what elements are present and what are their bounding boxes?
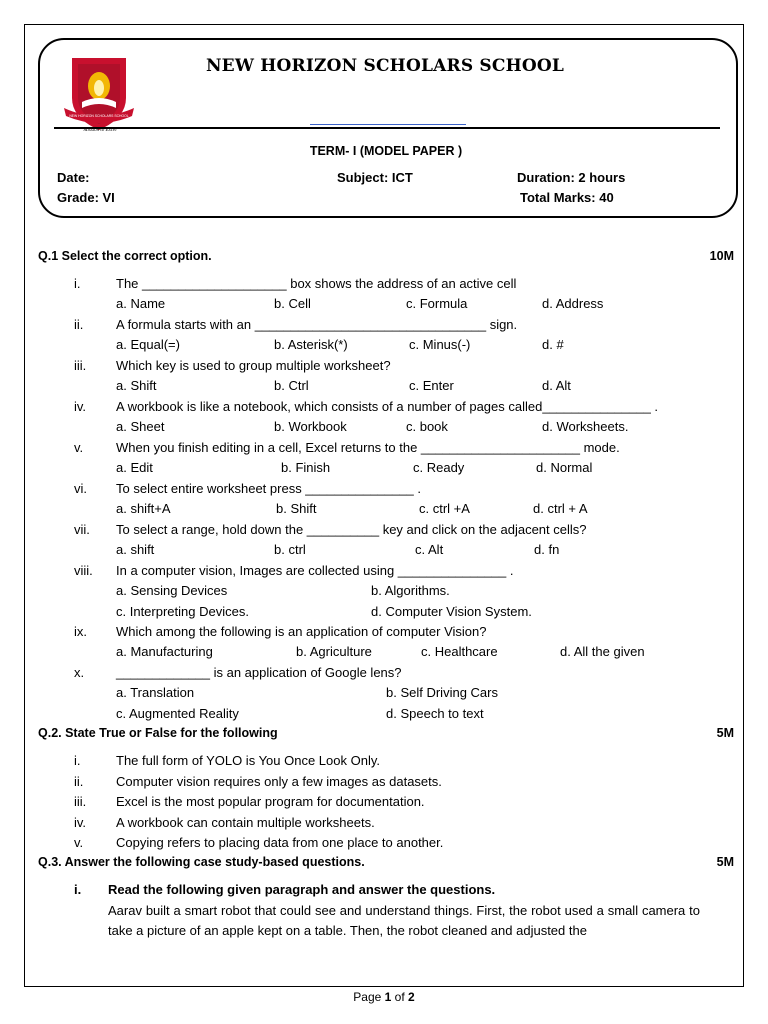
- q1-item-question: A formula starts with an ________________________________ sign.: [116, 317, 518, 332]
- q2-item-statement: Excel is the most popular program for documentation.: [116, 794, 425, 809]
- q1-option: c. Interpreting Devices.: [116, 604, 249, 619]
- q1-option: b. Cell: [274, 296, 311, 311]
- q2-item-number: iii.: [74, 794, 87, 809]
- q2-marks: 5M: [716, 726, 734, 740]
- q1-option: d. ctrl + A: [533, 501, 588, 516]
- q2-item-statement: The full form of YOLO is You Once Look Only.: [116, 753, 380, 768]
- q3-marks: 5M: [716, 855, 734, 869]
- q1-option: b. Finish: [281, 460, 331, 475]
- q1-item-question: When you finish editing in a cell, Excel returns to the ______________________ mode.: [116, 440, 620, 455]
- q1-option: a. Equal(=): [116, 337, 180, 352]
- q1-item-number: iv.: [74, 399, 87, 414]
- q1-option: b. Asterisk(*): [274, 337, 348, 352]
- q1-item-number: ii.: [74, 317, 84, 332]
- q3-sub-num: i.: [74, 882, 82, 897]
- q1-item-question: To select a range, hold down the __________ key and click on the adjacent cells?: [116, 522, 587, 537]
- q1-option: c. Alt: [415, 542, 444, 557]
- logo-banner-text: NEW HORIZON SCHOLARS SCHOOL: [69, 114, 129, 118]
- q1-option: d. Alt: [542, 378, 571, 393]
- blue-underline: [310, 124, 466, 125]
- q1-item-number: vi.: [74, 481, 87, 496]
- q1-option: b. Algorithms.: [371, 583, 450, 598]
- q1-item-question: The ____________________ box shows the address of an active cell: [116, 276, 517, 291]
- q1-item-number: viii.: [74, 563, 93, 578]
- q1-option: a. shift+A: [116, 501, 171, 516]
- q1-option: b. Agriculture: [296, 644, 372, 659]
- q2-item-number: i.: [74, 753, 81, 768]
- q1-option: a. Sensing Devices: [116, 583, 228, 598]
- q2-item-number: v.: [74, 835, 84, 850]
- q1-option: a. Edit: [116, 460, 153, 475]
- q1-option: a. Sheet: [116, 419, 165, 434]
- q1-option: c. ctrl +A: [419, 501, 470, 516]
- q1-option: a. shift: [116, 542, 155, 557]
- q1-item-question: Which among the following is an application of computer Vision?: [116, 624, 487, 639]
- footer-current-page: 1: [384, 990, 392, 1004]
- q1-option: a. Name: [116, 296, 166, 311]
- q1-item-number: v.: [74, 440, 84, 455]
- footer-mid: of: [391, 990, 409, 1004]
- q1-option: c. Ready: [413, 460, 465, 475]
- q1-option: c. Healthcare: [421, 644, 498, 659]
- q1-option: c. Augmented Reality: [116, 706, 239, 721]
- q1-option: b. Workbook: [274, 419, 347, 434]
- q1-option: a. Shift: [116, 378, 157, 393]
- q1-item-question: In a computer vision, Images are collected using _______________ .: [116, 563, 514, 578]
- q2-item-statement: A workbook can contain multiple worksheets.: [116, 815, 375, 830]
- subject-label: Subject: ICT: [337, 170, 413, 185]
- q1-option: d. Worksheets.: [542, 419, 629, 434]
- q1-marks: 10M: [709, 249, 734, 263]
- school-logo: [60, 54, 138, 138]
- header-divider: [54, 127, 720, 129]
- q1-option: a. Manufacturing: [116, 644, 213, 659]
- q1-option: b. ctrl: [274, 542, 306, 557]
- date-label: Date:: [57, 170, 90, 185]
- q1-option: b. Ctrl: [274, 378, 309, 393]
- q1-option: d. Normal: [536, 460, 593, 475]
- q1-title: Q.1 Select the correct option.: [38, 249, 212, 263]
- q1-item-number: ix.: [74, 624, 87, 639]
- q1-item-number: vii.: [74, 522, 90, 537]
- q1-option: d. Computer Vision System.: [371, 604, 532, 619]
- q2-item-number: ii.: [74, 774, 84, 789]
- q3-sub-title: Read the following given paragraph and answer the questions.: [108, 882, 496, 897]
- q1-option: c. Minus(-): [409, 337, 471, 352]
- q2-title: Q.2. State True or False for the following: [38, 726, 278, 740]
- q1-option: b. Self Driving Cars: [386, 685, 498, 700]
- q1-option: b. Shift: [276, 501, 317, 516]
- school-name: NEW HORIZON SCHOLARS SCHOOL: [205, 56, 565, 76]
- q1-option: d. #: [542, 337, 564, 352]
- q3-paragraph: Aarav built a smart robot that could see and understand things. First, the robot used a small camera to take a picture of an apple kept on a table. Then, the robot cleaned and adjusted the: [108, 903, 700, 938]
- q1-item-number: i.: [74, 276, 81, 291]
- q1-item-question: To select entire worksheet press _______________ .: [116, 481, 421, 496]
- q1-option: d. fn: [534, 542, 560, 557]
- duration-label: Duration: 2 hours: [517, 170, 626, 185]
- q1-option: d. Address: [542, 296, 604, 311]
- total-marks-label: Total Marks: 40: [520, 190, 614, 205]
- school-motto: "Mission to Excel": [81, 128, 119, 133]
- q1-item-question: Which key is used to group multiple worksheet?: [116, 358, 391, 373]
- page-footer: [0, 990, 768, 1004]
- q1-option: c. book: [406, 419, 448, 434]
- q2-item-statement: Copying refers to placing data from one place to another.: [116, 835, 444, 850]
- q1-option: c. Enter: [409, 378, 454, 393]
- q1-option: a. Translation: [116, 685, 195, 700]
- q1-option: d. All the given: [560, 644, 645, 659]
- q1-item-question: A workbook is like a notebook, which consists of a number of pages called_______________ .: [116, 399, 659, 414]
- footer-total-pages: 2: [408, 990, 415, 1004]
- q1-item-question: _____________ is an application of Google lens?: [116, 665, 402, 680]
- q2-item-number: iv.: [74, 815, 87, 830]
- q1-option: c. Formula: [406, 296, 468, 311]
- grade-label: Grade: VI: [57, 190, 115, 205]
- q1-item-number: iii.: [74, 358, 87, 373]
- q1-item-number: x.: [74, 665, 85, 680]
- q2-item-statement: Computer vision requires only a few images as datasets.: [116, 774, 442, 789]
- term-title: TERM- I (MODEL PAPER ): [309, 144, 463, 158]
- q1-option: d. Speech to text: [386, 706, 484, 721]
- footer-prefix: Page: [353, 990, 385, 1004]
- q3-title: Q.3. Answer the following case study-based questions.: [38, 855, 365, 869]
